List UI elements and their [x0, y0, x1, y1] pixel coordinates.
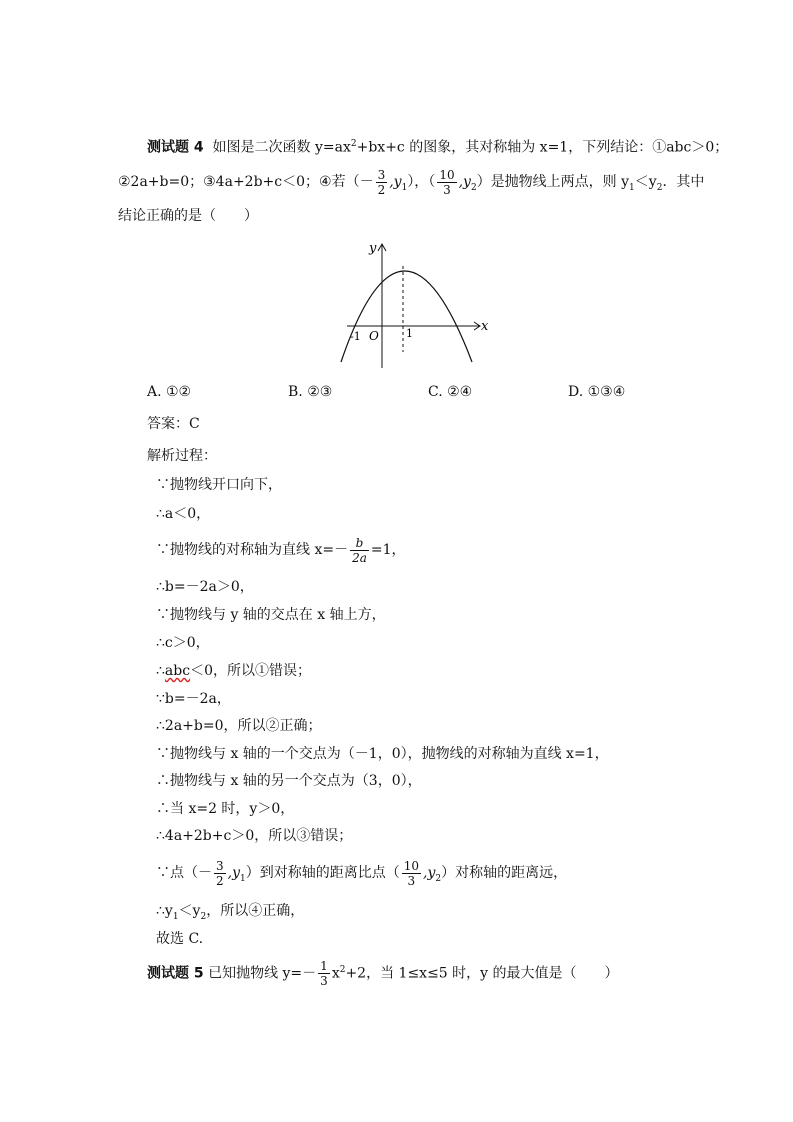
question-4-line-2 — [118, 165, 704, 205]
neg-one-label: -1 — [350, 330, 361, 343]
fraction-3-2: $\frac{3}{2}$ — [377, 167, 386, 197]
question-5 — [147, 950, 619, 994]
fraction-1-3: $\frac{1}{3}$ — [320, 959, 328, 989]
step-8: ∵b=－2a， — [156, 691, 231, 707]
one-label: 1 — [406, 327, 413, 340]
option-a: A. ①② — [147, 384, 192, 400]
text: ，所以④正确， — [206, 903, 305, 919]
step-6: ∴c＞0， — [156, 635, 210, 651]
text: ∴y — [156, 903, 173, 919]
fraction-3-2: $\frac{3}{2}$ — [216, 858, 224, 888]
step-14 — [156, 855, 567, 897]
text: ）对称轴的距离远， — [441, 865, 568, 881]
point-y1: ,y — [389, 174, 402, 190]
text: ．其中 — [662, 174, 705, 190]
text: ）到对称轴的距离比点（ — [245, 865, 400, 881]
text: ∵点（－ — [156, 865, 212, 881]
step-13: ∴4a+2b+c＞0，所以③错误； — [156, 828, 353, 844]
text: +2，当 1≤x≤5 时，y 的最大值是（ ） — [345, 965, 619, 982]
question-5-label: 测试题 5 — [147, 965, 204, 982]
text: ＜y — [178, 903, 201, 919]
step-15 — [156, 902, 304, 926]
exponent: 2 — [350, 139, 357, 149]
answer: 答案：C — [147, 416, 200, 432]
x-label: x — [481, 319, 489, 334]
step-16: 故选 C. — [156, 931, 204, 947]
option-c: C. ②④ — [428, 384, 473, 400]
parabola-graph — [335, 238, 495, 370]
analysis-title: 解析过程： — [147, 448, 217, 464]
exponent: 2 — [339, 965, 346, 975]
text: ＜0，所以①错误； — [190, 663, 311, 679]
subscript: 1 — [401, 182, 408, 193]
question-4-label: 测试题 4 — [147, 139, 204, 156]
question-4-text-cont: +bx+c 的图象，其对称轴为 x=1，下列结论：①abc＞0； — [356, 139, 729, 156]
step-3 — [156, 532, 406, 568]
origin-label: O — [369, 329, 379, 343]
step-9: ∴2a+b=0，所以②正确； — [156, 718, 322, 734]
fraction-10-3: $\frac{10}{3}$ — [439, 167, 455, 197]
step-2: ∴a＜0， — [156, 506, 211, 522]
step-3-text: ∵抛物线的对称轴为直线 x=－ — [156, 542, 349, 558]
text: ），（ — [407, 174, 436, 190]
subscript: 2 — [435, 873, 442, 884]
subscript: 2 — [470, 182, 477, 193]
step-10: ∵抛物线与 x 轴的一个交点为（－1，0），抛物线的对称轴为直线 x=1， — [156, 746, 609, 762]
question-4-text: 如图是二次函数 y=ax — [212, 139, 351, 156]
y-label: y — [369, 241, 377, 256]
option-d: D. ①③④ — [568, 384, 626, 400]
subscript: 2 — [656, 182, 663, 193]
subscript: 1 — [240, 873, 246, 884]
text: ∴ — [156, 663, 165, 679]
point-y1: ,y — [227, 865, 240, 881]
text: ）是抛物线上两点，则 y — [476, 174, 630, 190]
text: x — [331, 965, 340, 982]
parabola-curve — [341, 271, 472, 362]
step-12: ∴当 x=2 时，y＞0， — [156, 801, 295, 817]
option-b: B. ②③ — [288, 384, 333, 400]
step-7 — [156, 662, 311, 680]
question-4-line-1 — [147, 135, 728, 157]
spellcheck-word: abc — [164, 663, 191, 679]
step-1: ∵抛物线开口向下， — [156, 477, 282, 493]
question-5-text: 已知抛物线 y=－ — [208, 965, 317, 982]
step-3-end: =1， — [370, 542, 406, 558]
text: ＜y — [634, 174, 657, 190]
step-11: ∴抛物线与 x 轴的另一个交点为（3，0）， — [156, 773, 422, 789]
subscript: 1 — [172, 911, 179, 922]
point-y2: ,y — [458, 174, 471, 190]
fraction-b-2a: $\frac{b}{2a}$ — [352, 535, 367, 565]
fraction-10-3: $\frac{10}{3}$ — [403, 858, 420, 888]
subscript: 1 — [629, 182, 635, 193]
step-4: ∴b=－2a＞0， — [156, 579, 254, 595]
step-5: ∵抛物线与 y 轴的交点在 x 轴上方， — [156, 607, 386, 623]
point-y2: ,y — [423, 865, 436, 881]
question-4-line-3: 结论正确的是（ ） — [118, 208, 258, 224]
subscript: 2 — [200, 911, 207, 922]
question-4-conclusions: ②2a+b=0；③4a+2b+c＜0；④若（－ — [118, 174, 374, 190]
